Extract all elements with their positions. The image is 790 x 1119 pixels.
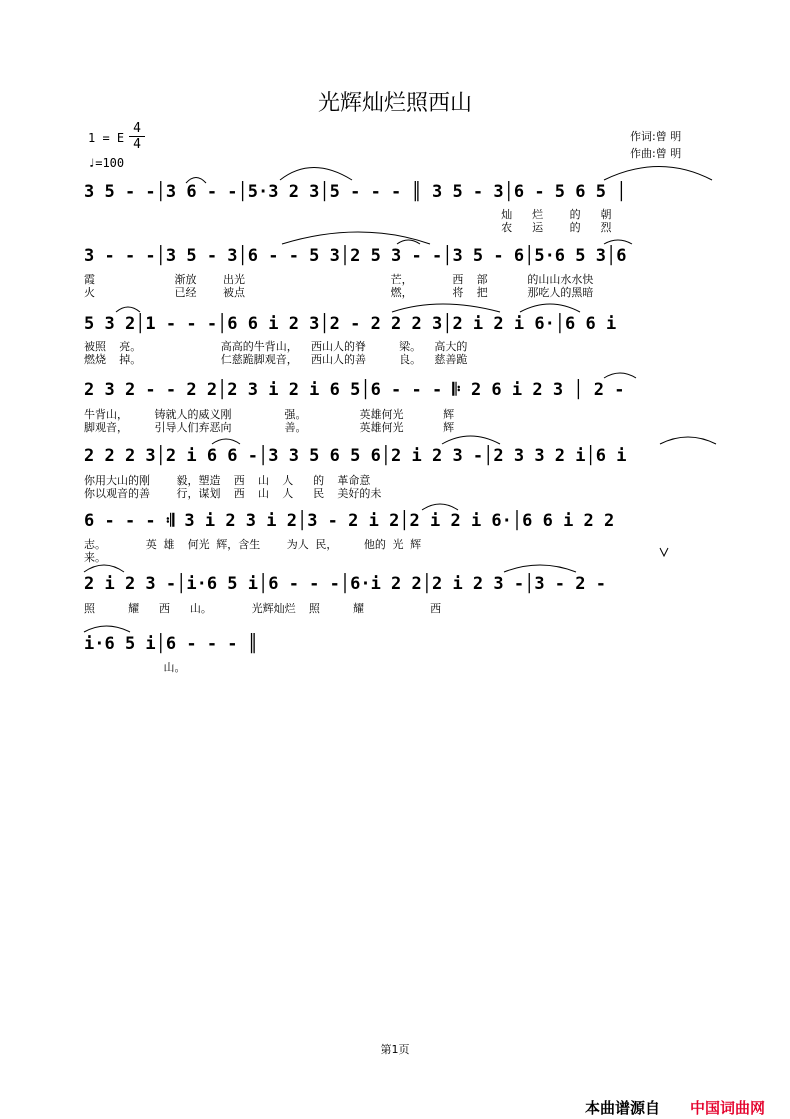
- footer-site-name[interactable]: 中国词曲网: [690, 1099, 766, 1117]
- lyrics-row-6-verse-1: 志。 英 雄 何光 辉，含生 为人 民， 他的 光 辉: [84, 538, 422, 551]
- slur: [186, 178, 206, 184]
- quarter-note-icon: ♩: [88, 156, 96, 170]
- song-title: 光辉灿烂照西山: [317, 91, 472, 116]
- notes-row-1: 3 5 - -│3 6 - -│5·3 2 3│5 - - - ║ 3 5 - 3│6 - 5 6 5 │: [84, 182, 627, 202]
- notes-row-6: 6 - - - 𝄇 3 i 2 3 i 2│3 - 2 i 2│2 i 2 i 6·│6 6 i 2 2: [84, 511, 615, 531]
- notes-row-3: 5 3 2│1 - - -│6 6 i 2 3│2 - 2 2 2 3│2 i 2 i 6·│6 6 i: [84, 314, 617, 334]
- lyrics-row-4-verse-2: 脚观音， 引导人们弃恶向 善。 英雄何光 辉: [84, 421, 455, 434]
- lyrics-row-1-verse-1: 灿 烂 的 朝: [84, 208, 612, 221]
- lyrics-row-6-verse-2: 来。: [84, 551, 106, 564]
- slur: [520, 304, 580, 312]
- slur: [84, 565, 124, 572]
- slur: [84, 626, 130, 632]
- slur: [504, 565, 576, 572]
- lyrics-row-2-verse-1: 霞 渐放 出光 芒， 西 部 的山山水水快: [84, 273, 594, 286]
- lyrics-row-3-verse-2: 燃烧 掉。 仁慈跪脚观音， 西山人的善 良。 慈善跪: [84, 353, 468, 366]
- lyrics-row-2-verse-2: 火 已经 被点 燃， 将 把 那吃人的黑暗: [84, 286, 594, 299]
- slur: [604, 373, 636, 378]
- slur: [604, 167, 712, 181]
- lyrics-row-1-verse-2: 农 运 的 烈: [84, 221, 612, 234]
- notes-row-8: i·6 5 i│6 - - - ║: [84, 634, 258, 654]
- slur: [660, 437, 716, 444]
- slur: [212, 439, 240, 444]
- lyrics-row-8-verse-1: 山。: [84, 661, 186, 674]
- lyrics-row-5-verse-1: 你用大山的刚 毅，塑造 西 山 人 的 革命意: [84, 474, 371, 487]
- slur: [442, 436, 500, 444]
- footer-source-text: 本曲谱源自: [585, 1099, 661, 1117]
- lyricist-credit: 作词:曾 明: [630, 130, 682, 143]
- slur: [282, 232, 430, 244]
- composer-credit: 作曲:曾 明: [630, 147, 682, 160]
- notes-row-5: 2 2 2 3│2 i 6 6 -│3 3 5 6 5 6│2 i 2 3 -│2 3 3 2 i│6 i: [84, 446, 627, 466]
- slur: [116, 307, 140, 312]
- lyrics-row-7-verse-1: 照 耀 西 山。 光辉灿烂 照 耀 西: [84, 602, 442, 615]
- slur: [397, 240, 420, 244]
- lyrics-row-4-verse-1: 牛背山， 铸就人的威义刚 强。 英雄何光 辉: [84, 408, 455, 421]
- breath-mark: [660, 548, 668, 556]
- lyrics-row-5-verse-2: 你以观音的善 行，谋划 西 山 人 民 美好的未: [84, 487, 382, 500]
- time-sig-bottom: 4: [133, 137, 141, 152]
- notes-row-2: 3 - - -│3 5 - 3│6 - - 5 3│2 5 3 - -│3 5 - 6│5·6 5 3│6: [84, 246, 627, 266]
- notes-row-4: 2 3 2 - - 2 2│2 3 i 2 i 6 5│6 - - - 𝄆 2 6 i 2 3 │ 2 -: [84, 380, 625, 400]
- slur: [392, 304, 500, 312]
- slur: [422, 504, 458, 510]
- key-signature: 1 = E: [88, 131, 125, 145]
- page-number: 第1页: [380, 1043, 410, 1056]
- tempo-value: =100: [95, 156, 125, 170]
- time-sig-top: 4: [133, 121, 141, 136]
- lyrics-row-3-verse-1: 被照 亮。 高高的牛背山， 西山人的脊 梁。 高大的: [84, 340, 468, 353]
- notes-row-7: 2 i 2 3 -│i·6 5 i│6 - - -│6·i 2 2│2 i 2 3 -│3 - 2 -: [84, 574, 606, 594]
- slur: [280, 168, 352, 181]
- slur: [604, 240, 632, 244]
